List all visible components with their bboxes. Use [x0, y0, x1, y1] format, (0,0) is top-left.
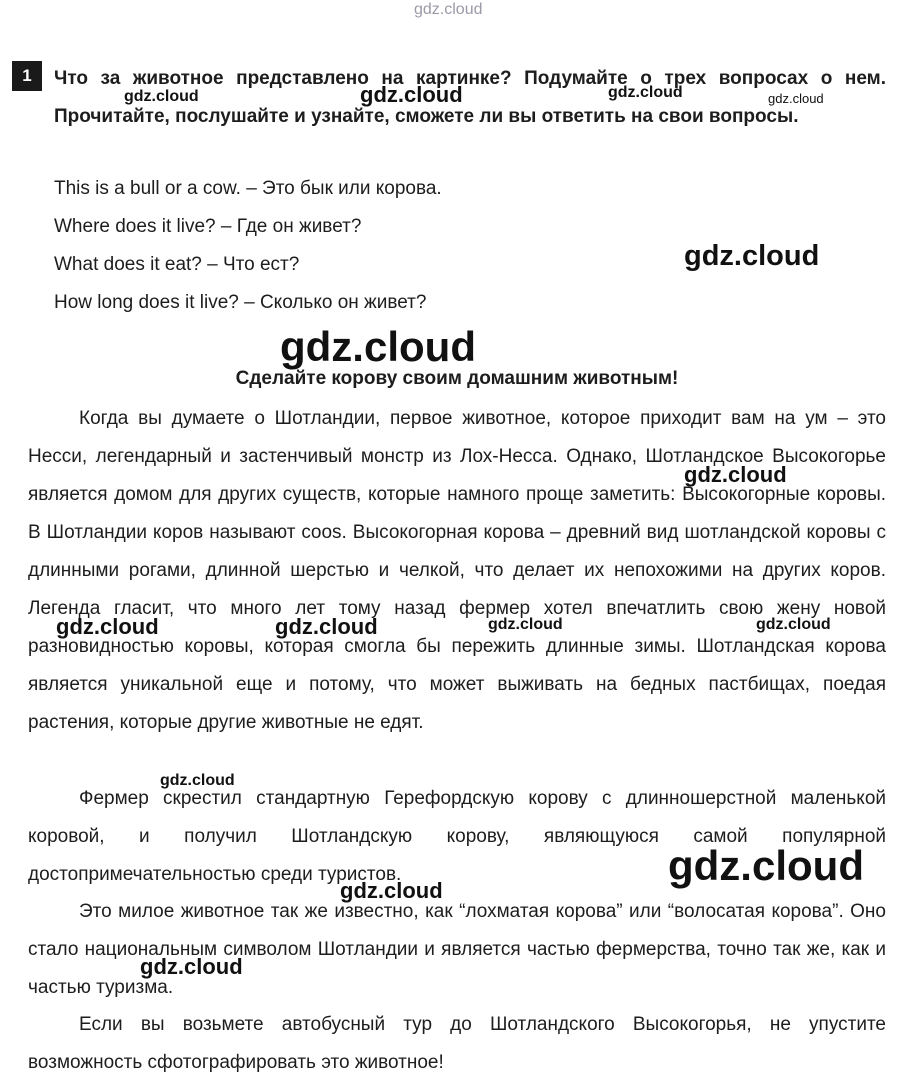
question-3: What does it eat? – Что ест?: [54, 254, 300, 275]
watermark: gdz.cloud: [684, 462, 787, 487]
watermark: gdz.cloud: [340, 878, 443, 903]
watermark: gdz.cloud: [684, 240, 820, 272]
watermark: gdz.cloud: [668, 842, 864, 889]
article-title: Сделайте корову своим домашним животным!: [235, 368, 679, 389]
task-instruction: Что за животное представлено на картинке? Подумайте о трех вопросах о нем. Прочитайте, послушайте и узнайте, сможете ли вы ответить на свои вопросы.: [54, 68, 886, 127]
task-number-badge: 1: [12, 61, 42, 91]
watermark: gdz.cloud: [124, 88, 199, 105]
watermark: gdz.cloud: [360, 82, 463, 107]
watermark: gdz.cloud: [56, 614, 159, 639]
article-paragraph-2: Фермер скрестил стандартную Герефордскую корову с длинношерстной маленькой коровой, и получил Шотландскую корову, являющуюся самой популярной достопримечательностью среди туристов.: [28, 788, 886, 885]
question-2: Where does it live? – Где он живет?: [54, 216, 362, 237]
watermark: gdz.cloud: [768, 91, 824, 106]
question-1: This is a bull or a cow. – Это бык или корова.: [54, 178, 442, 199]
watermark: gdz.cloud: [275, 614, 378, 639]
watermark: gdz.cloud: [160, 772, 235, 789]
watermark: gdz.cloud: [280, 323, 476, 370]
article-paragraph-3: Это милое животное так же известно, как “лохматая корова” или “волосатая корова”. Оно стало национальным символом Шотландии и является частью фермерства, точно так же, как и частью туризма.: [28, 901, 886, 998]
watermark: gdz.cloud: [608, 84, 683, 101]
watermark: gdz.cloud: [488, 616, 563, 633]
question-4: How long does it live? – Сколько он живет?: [54, 292, 427, 313]
watermark: gdz.cloud: [140, 954, 243, 979]
article-paragraph-4: Если вы возьмете автобусный тур до Шотландского Высокогорья, не упустите возможность сфотографировать это животное!: [28, 1014, 886, 1073]
article-paragraph-1: Когда вы думаете о Шотландии, первое животное, которое приходит вам на ум – это Несси, легендарный и застенчивый монстр из Лох-Несса. Однако, Шотландское Высокогорье является домом для других существ, которые намного проще заметить: Высокогорные коровы. В Шотландии коров называют coos. Высокогорная корова – древний вид шотландской коровы с длинными рогами, длинной шерстью и челкой, что делает их непохожими на других коров. Легенда гласит, что много лет тому назад фермер хотел впечатлить свою жену новой разновидностью коровы, которая смогла бы пережить длинные зимы. Шотландская корова является уникальной еще и потому, что может выживать на бедных пастбищах, поедая растения, которые другие животные не едят.: [28, 408, 886, 733]
watermark: gdz.cloud: [756, 616, 831, 633]
watermark-top: gdz.cloud: [414, 1, 483, 18]
